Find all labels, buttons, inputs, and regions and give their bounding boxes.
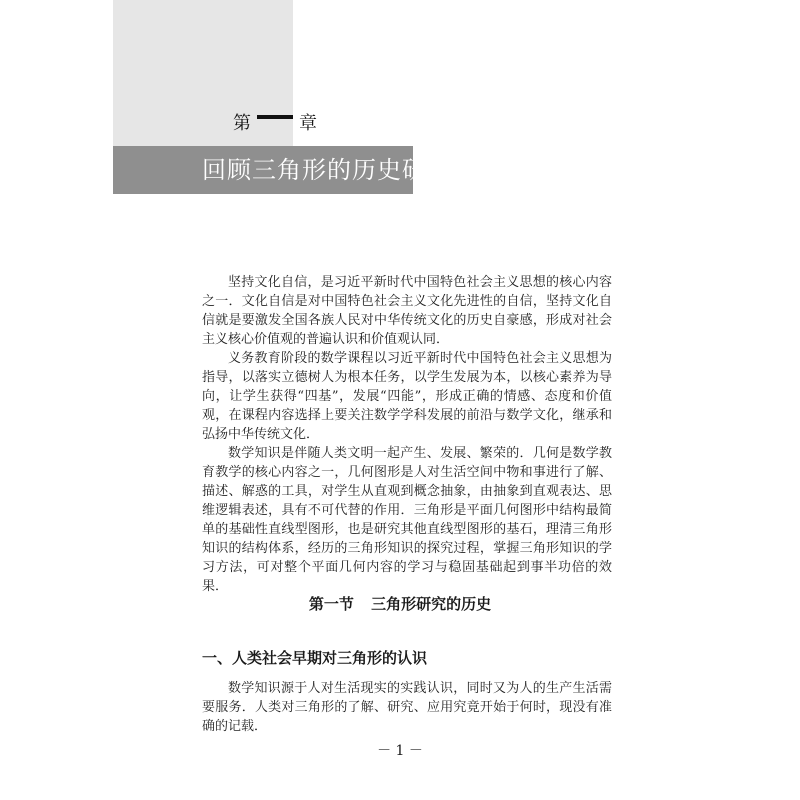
paragraph: 义务教育阶段的数学课程以习近平新时代中国特色社会主义思想为指导，以落实立德树人为根本任务，以学生发展为本，以核心素养为导向，让学生获得“四基”，发展“四能”，形成正确的情感、态度和价值观，在课程内容选择上要关注数学学科发展的前沿与数学文化，继承和弘扬中华传统文化． bbox=[202, 351, 612, 442]
chapter-title: 回顾三角形的历史研究 bbox=[202, 156, 452, 184]
chapter-number-dash bbox=[257, 115, 293, 119]
subsection-title: 一、人类社会早期对三角形的认识 bbox=[202, 649, 428, 667]
section-title bbox=[0, 593, 800, 614]
section-number: 第一节 bbox=[308, 595, 354, 613]
section-name: 三角形研究的历史 bbox=[371, 595, 492, 613]
paragraph: 数学知识源于人对生活现实的实践认识，同时又为人的生产生活需要服务．人类对三角形的了解、研究、应用究竟开始于何时，现没有准确的记载． bbox=[202, 681, 612, 734]
page-number: － 1 － bbox=[377, 743, 423, 759]
chapter-label-prefix: 第 bbox=[233, 113, 251, 134]
paragraph: 数学知识是伴随人类文明一起产生、发展、繁荣的．几何是数学教育教学的核心内容之一，几何图形是人对生活空间中物和事进行了解、描述、解惑的工具，对学生从直观到概念抽象，由抽象到直观表达、思维逻辑表述，具有不可代替的作用．三角形是平面几何图形中结构最简单的基础性直线型图形，也是研究其他直线型图形的基石，理清三角形知识的结构体系，经历的三角形知识的探究过程，掌握三角形知识的学习方法，可对整个平面几何内容的学习与稳固基础起到事半功倍的效果． bbox=[202, 446, 612, 594]
intro-text bbox=[202, 273, 612, 596]
chapter-label-suffix: 章 bbox=[299, 113, 317, 134]
paragraph: 坚持文化自信，是习近平新时代中国特色社会主义思想的核心内容之一．文化自信是对中国特色社会主义文化先进性的自信，坚持文化自信就是要激发全国各族人民对中华传统文化的历史自豪感，形成对社会主义核心价值观的普遍认识和价值观认同． bbox=[202, 275, 612, 347]
chapter-label bbox=[233, 107, 317, 137]
section-text bbox=[202, 679, 612, 736]
